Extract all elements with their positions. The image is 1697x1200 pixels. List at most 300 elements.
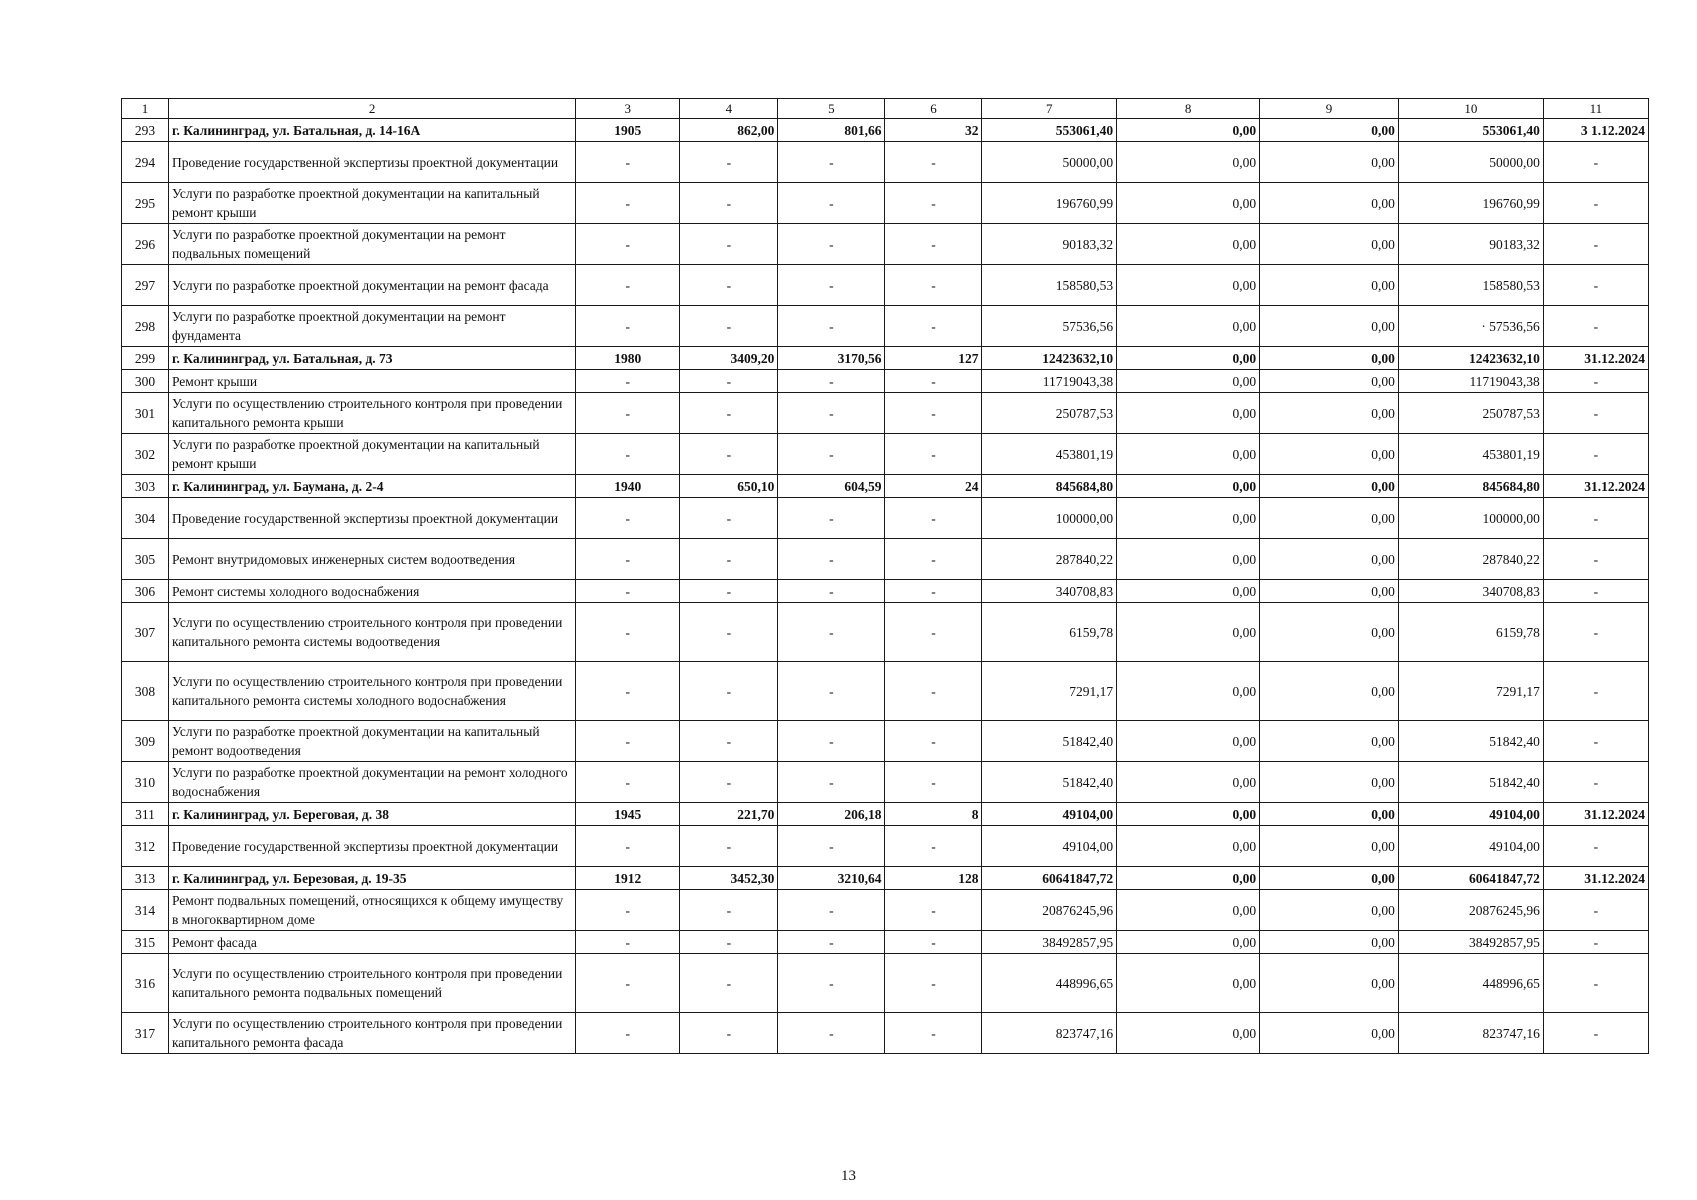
work-item-row: [122, 183, 1649, 224]
col4-cell: -: [680, 265, 778, 306]
col10-cell: 20876245,96: [1398, 890, 1543, 931]
deadline-cell: -: [1543, 142, 1648, 183]
col4-cell: -: [680, 539, 778, 580]
col10-cell: · 57536,56: [1398, 306, 1543, 347]
col4-cell: -: [680, 1013, 778, 1054]
item-name-cell: Услуги по разработке проектной документации на капитальный ремонт крыши: [168, 434, 575, 475]
col5-cell: -: [778, 393, 885, 434]
col5-cell: -: [778, 142, 885, 183]
col4-cell: -: [680, 721, 778, 762]
year-cell: 1912: [576, 867, 680, 890]
col5-cell: -: [778, 183, 885, 224]
item-name-cell: Услуги по осуществлению строительного контроля при проведении капитального ремонта системы водоотведения: [168, 603, 575, 662]
col4-cell: -: [680, 662, 778, 721]
work-item-row: [122, 580, 1649, 603]
col5-cell: -: [778, 539, 885, 580]
col4-cell: -: [680, 580, 778, 603]
col6-cell: 8: [885, 803, 982, 826]
col6-cell: 127: [885, 347, 982, 370]
col10-cell: 553061,40: [1398, 119, 1543, 142]
col6-cell: -: [885, 265, 982, 306]
col5-cell: -: [778, 434, 885, 475]
table-body: [122, 99, 1649, 1054]
year-cell: -: [576, 434, 680, 475]
col9-cell: 0,00: [1260, 393, 1399, 434]
col4-cell: -: [680, 498, 778, 539]
total-cost-cell: 90183,32: [982, 224, 1117, 265]
col4-cell: -: [680, 762, 778, 803]
col5-cell: -: [778, 826, 885, 867]
house-row: [122, 803, 1649, 826]
house-row: [122, 867, 1649, 890]
col6-cell: -: [885, 580, 982, 603]
deadline-cell: 3 1.12.2024: [1543, 119, 1648, 142]
item-name-cell: Услуги по осуществлению строительного контроля при проведении капитального ремонта подвальных помещений: [168, 954, 575, 1013]
total-cost-cell: 845684,80: [982, 475, 1117, 498]
col4-cell: -: [680, 603, 778, 662]
col5-cell: -: [778, 931, 885, 954]
total-cost-cell: 287840,22: [982, 539, 1117, 580]
col10-cell: 7291,17: [1398, 662, 1543, 721]
col8-cell: 0,00: [1117, 306, 1260, 347]
repair-register-table: [121, 98, 1649, 1054]
row-number-cell: 306: [122, 580, 169, 603]
column-number-9: 9: [1260, 99, 1399, 119]
row-number-cell: 304: [122, 498, 169, 539]
total-cost-cell: 60641847,72: [982, 867, 1117, 890]
row-number-cell: 303: [122, 475, 169, 498]
col10-cell: 49104,00: [1398, 803, 1543, 826]
page-number: 13: [841, 1168, 856, 1184]
col10-cell: 100000,00: [1398, 498, 1543, 539]
row-number-cell: 309: [122, 721, 169, 762]
work-item-row: [122, 224, 1649, 265]
col4-cell: 862,00: [680, 119, 778, 142]
col8-cell: 0,00: [1117, 603, 1260, 662]
col9-cell: 0,00: [1260, 306, 1399, 347]
work-item-row: [122, 393, 1649, 434]
year-cell: -: [576, 931, 680, 954]
col5-cell: -: [778, 498, 885, 539]
col9-cell: 0,00: [1260, 954, 1399, 1013]
year-cell: -: [576, 662, 680, 721]
col6-cell: -: [885, 539, 982, 580]
year-cell: -: [576, 498, 680, 539]
col4-cell: 3452,30: [680, 867, 778, 890]
year-cell: -: [576, 826, 680, 867]
deadline-cell: -: [1543, 393, 1648, 434]
item-name-cell: Услуги по разработке проектной документации на ремонт холодного водоснабжения: [168, 762, 575, 803]
deadline-cell: -: [1543, 890, 1648, 931]
col9-cell: 0,00: [1260, 370, 1399, 393]
col6-cell: -: [885, 931, 982, 954]
col4-cell: -: [680, 931, 778, 954]
total-cost-cell: 38492857,95: [982, 931, 1117, 954]
row-number-cell: 305: [122, 539, 169, 580]
year-cell: -: [576, 539, 680, 580]
col5-cell: -: [778, 890, 885, 931]
row-number-cell: 314: [122, 890, 169, 931]
work-item-row: [122, 306, 1649, 347]
col8-cell: 0,00: [1117, 867, 1260, 890]
col10-cell: 51842,40: [1398, 721, 1543, 762]
column-number-10: 10: [1398, 99, 1543, 119]
row-number-cell: 293: [122, 119, 169, 142]
col9-cell: 0,00: [1260, 265, 1399, 306]
col5-cell: 206,18: [778, 803, 885, 826]
year-cell: -: [576, 393, 680, 434]
house-row: [122, 119, 1649, 142]
total-cost-cell: 448996,65: [982, 954, 1117, 1013]
col6-cell: 128: [885, 867, 982, 890]
col9-cell: 0,00: [1260, 603, 1399, 662]
col9-cell: 0,00: [1260, 475, 1399, 498]
work-item-row: [122, 370, 1649, 393]
item-name-cell: Услуги по разработке проектной документации на ремонт фасада: [168, 265, 575, 306]
deadline-cell: -: [1543, 826, 1648, 867]
total-cost-cell: 50000,00: [982, 142, 1117, 183]
col8-cell: 0,00: [1117, 931, 1260, 954]
col9-cell: 0,00: [1260, 434, 1399, 475]
year-cell: -: [576, 954, 680, 1013]
col8-cell: 0,00: [1117, 826, 1260, 867]
row-number-cell: 294: [122, 142, 169, 183]
col9-cell: 0,00: [1260, 867, 1399, 890]
column-number-6: 6: [885, 99, 982, 119]
row-number-cell: 313: [122, 867, 169, 890]
col8-cell: 0,00: [1117, 890, 1260, 931]
total-cost-cell: 7291,17: [982, 662, 1117, 721]
item-name-cell: Услуги по разработке проектной документации на капитальный ремонт водоотведения: [168, 721, 575, 762]
col9-cell: 0,00: [1260, 498, 1399, 539]
total-cost-cell: 196760,99: [982, 183, 1117, 224]
col5-cell: 604,59: [778, 475, 885, 498]
row-number-cell: 317: [122, 1013, 169, 1054]
col9-cell: 0,00: [1260, 826, 1399, 867]
col4-cell: -: [680, 826, 778, 867]
row-number-cell: 302: [122, 434, 169, 475]
col8-cell: 0,00: [1117, 183, 1260, 224]
deadline-cell: -: [1543, 370, 1648, 393]
item-name-cell: г. Калининград, ул. Березовая, д. 19-35: [168, 867, 575, 890]
deadline-cell: -: [1543, 498, 1648, 539]
row-number-cell: 298: [122, 306, 169, 347]
deadline-cell: 31.12.2024: [1543, 347, 1648, 370]
col8-cell: 0,00: [1117, 393, 1260, 434]
deadline-cell: 31.12.2024: [1543, 867, 1648, 890]
col10-cell: 340708,83: [1398, 580, 1543, 603]
total-cost-cell: 57536,56: [982, 306, 1117, 347]
deadline-cell: -: [1543, 434, 1648, 475]
total-cost-cell: 49104,00: [982, 826, 1117, 867]
column-number-7: 7: [982, 99, 1117, 119]
col5-cell: 3170,56: [778, 347, 885, 370]
deadline-cell: 31.12.2024: [1543, 803, 1648, 826]
col9-cell: 0,00: [1260, 662, 1399, 721]
row-number-cell: 310: [122, 762, 169, 803]
work-item-row: [122, 954, 1649, 1013]
col10-cell: 11719043,38: [1398, 370, 1543, 393]
work-item-row: [122, 434, 1649, 475]
row-number-cell: 295: [122, 183, 169, 224]
total-cost-cell: 20876245,96: [982, 890, 1117, 931]
row-number-cell: 315: [122, 931, 169, 954]
col10-cell: 250787,53: [1398, 393, 1543, 434]
year-cell: -: [576, 1013, 680, 1054]
year-cell: -: [576, 142, 680, 183]
year-cell: 1945: [576, 803, 680, 826]
col8-cell: 0,00: [1117, 434, 1260, 475]
work-item-row: [122, 890, 1649, 931]
col8-cell: 0,00: [1117, 142, 1260, 183]
col6-cell: -: [885, 306, 982, 347]
col9-cell: 0,00: [1260, 721, 1399, 762]
deadline-cell: -: [1543, 183, 1648, 224]
year-cell: 1905: [576, 119, 680, 142]
col6-cell: -: [885, 826, 982, 867]
work-item-row: [122, 762, 1649, 803]
work-item-row: [122, 1013, 1649, 1054]
register-sheet: [121, 98, 1649, 1054]
col6-cell: -: [885, 393, 982, 434]
col10-cell: 60641847,72: [1398, 867, 1543, 890]
col9-cell: 0,00: [1260, 580, 1399, 603]
col5-cell: -: [778, 580, 885, 603]
total-cost-cell: 100000,00: [982, 498, 1117, 539]
col5-cell: -: [778, 662, 885, 721]
row-number-cell: 296: [122, 224, 169, 265]
column-number-1: 1: [122, 99, 169, 119]
col8-cell: 0,00: [1117, 762, 1260, 803]
col10-cell: 845684,80: [1398, 475, 1543, 498]
work-item-row: [122, 142, 1649, 183]
col5-cell: 3210,64: [778, 867, 885, 890]
item-name-cell: Ремонт системы холодного водоснабжения: [168, 580, 575, 603]
col5-cell: -: [778, 370, 885, 393]
row-number-cell: 316: [122, 954, 169, 1013]
item-name-cell: Услуги по разработке проектной документации на капитальный ремонт крыши: [168, 183, 575, 224]
col10-cell: 823747,16: [1398, 1013, 1543, 1054]
col8-cell: 0,00: [1117, 224, 1260, 265]
total-cost-cell: 51842,40: [982, 762, 1117, 803]
col5-cell: -: [778, 265, 885, 306]
col4-cell: 650,10: [680, 475, 778, 498]
work-item-row: [122, 498, 1649, 539]
col4-cell: -: [680, 224, 778, 265]
col6-cell: -: [885, 603, 982, 662]
col4-cell: -: [680, 954, 778, 1013]
item-name-cell: Ремонт крыши: [168, 370, 575, 393]
deadline-cell: -: [1543, 721, 1648, 762]
item-name-cell: Ремонт фасада: [168, 931, 575, 954]
total-cost-cell: 553061,40: [982, 119, 1117, 142]
total-cost-cell: 51842,40: [982, 721, 1117, 762]
col4-cell: -: [680, 183, 778, 224]
work-item-row: [122, 539, 1649, 580]
deadline-cell: 31.12.2024: [1543, 475, 1648, 498]
col6-cell: -: [885, 142, 982, 183]
col10-cell: 49104,00: [1398, 826, 1543, 867]
col9-cell: 0,00: [1260, 224, 1399, 265]
deadline-cell: -: [1543, 931, 1648, 954]
deadline-cell: -: [1543, 954, 1648, 1013]
col5-cell: -: [778, 603, 885, 662]
work-item-row: [122, 265, 1649, 306]
row-number-cell: 308: [122, 662, 169, 721]
col8-cell: 0,00: [1117, 347, 1260, 370]
year-cell: -: [576, 762, 680, 803]
item-name-cell: г. Калининград, ул. Батальная, д. 14-16А: [168, 119, 575, 142]
column-number-row: [122, 99, 1649, 119]
col5-cell: -: [778, 721, 885, 762]
col8-cell: 0,00: [1117, 370, 1260, 393]
deadline-cell: -: [1543, 762, 1648, 803]
deadline-cell: -: [1543, 580, 1648, 603]
total-cost-cell: 49104,00: [982, 803, 1117, 826]
col6-cell: -: [885, 662, 982, 721]
deadline-cell: -: [1543, 306, 1648, 347]
col6-cell: -: [885, 498, 982, 539]
work-item-row: [122, 931, 1649, 954]
column-number-4: 4: [680, 99, 778, 119]
col4-cell: -: [680, 434, 778, 475]
year-cell: -: [576, 890, 680, 931]
column-number-8: 8: [1117, 99, 1260, 119]
col5-cell: -: [778, 762, 885, 803]
col5-cell: -: [778, 306, 885, 347]
col6-cell: 24: [885, 475, 982, 498]
col9-cell: 0,00: [1260, 762, 1399, 803]
col8-cell: 0,00: [1117, 803, 1260, 826]
year-cell: -: [576, 580, 680, 603]
item-name-cell: Проведение государственной экспертизы проектной документации: [168, 498, 575, 539]
item-name-cell: Проведение государственной экспертизы проектной документации: [168, 142, 575, 183]
total-cost-cell: 11719043,38: [982, 370, 1117, 393]
work-item-row: [122, 662, 1649, 721]
deadline-cell: -: [1543, 224, 1648, 265]
col8-cell: 0,00: [1117, 662, 1260, 721]
deadline-cell: -: [1543, 1013, 1648, 1054]
item-name-cell: Ремонт внутридомовых инженерных систем водоотведения: [168, 539, 575, 580]
item-name-cell: Услуги по разработке проектной документации на ремонт подвальных помещений: [168, 224, 575, 265]
col8-cell: 0,00: [1117, 580, 1260, 603]
col8-cell: 0,00: [1117, 539, 1260, 580]
total-cost-cell: 453801,19: [982, 434, 1117, 475]
item-name-cell: г. Калининград, ул. Береговая, д. 38: [168, 803, 575, 826]
row-number-cell: 297: [122, 265, 169, 306]
year-cell: -: [576, 370, 680, 393]
col4-cell: -: [680, 142, 778, 183]
total-cost-cell: 340708,83: [982, 580, 1117, 603]
col6-cell: -: [885, 183, 982, 224]
col10-cell: 38492857,95: [1398, 931, 1543, 954]
col10-cell: 51842,40: [1398, 762, 1543, 803]
item-name-cell: Услуги по осуществлению строительного контроля при проведении капитального ремонта системы холодного водоснабжения: [168, 662, 575, 721]
col8-cell: 0,00: [1117, 1013, 1260, 1054]
col6-cell: -: [885, 762, 982, 803]
col6-cell: -: [885, 370, 982, 393]
year-cell: 1940: [576, 475, 680, 498]
col9-cell: 0,00: [1260, 347, 1399, 370]
item-name-cell: Ремонт подвальных помещений, относящихся к общему имуществу в многоквартирном доме: [168, 890, 575, 931]
year-cell: -: [576, 721, 680, 762]
year-cell: -: [576, 224, 680, 265]
row-number-cell: 312: [122, 826, 169, 867]
col10-cell: 158580,53: [1398, 265, 1543, 306]
total-cost-cell: 250787,53: [982, 393, 1117, 434]
col5-cell: -: [778, 224, 885, 265]
col9-cell: 0,00: [1260, 119, 1399, 142]
work-item-row: [122, 826, 1649, 867]
column-number-3: 3: [576, 99, 680, 119]
col9-cell: 0,00: [1260, 890, 1399, 931]
col6-cell: -: [885, 1013, 982, 1054]
col10-cell: 50000,00: [1398, 142, 1543, 183]
deadline-cell: -: [1543, 603, 1648, 662]
year-cell: -: [576, 306, 680, 347]
col10-cell: 90183,32: [1398, 224, 1543, 265]
col5-cell: -: [778, 954, 885, 1013]
col5-cell: 801,66: [778, 119, 885, 142]
item-name-cell: Услуги по разработке проектной документации на ремонт фундамента: [168, 306, 575, 347]
col4-cell: 221,70: [680, 803, 778, 826]
col9-cell: 0,00: [1260, 931, 1399, 954]
row-number-cell: 300: [122, 370, 169, 393]
row-number-cell: 301: [122, 393, 169, 434]
col9-cell: 0,00: [1260, 142, 1399, 183]
col4-cell: -: [680, 393, 778, 434]
col8-cell: 0,00: [1117, 498, 1260, 539]
col9-cell: 0,00: [1260, 803, 1399, 826]
col8-cell: 0,00: [1117, 954, 1260, 1013]
col8-cell: 0,00: [1117, 265, 1260, 306]
total-cost-cell: 823747,16: [982, 1013, 1117, 1054]
column-number-2: 2: [168, 99, 575, 119]
house-row: [122, 347, 1649, 370]
year-cell: -: [576, 603, 680, 662]
col9-cell: 0,00: [1260, 539, 1399, 580]
house-row: [122, 475, 1649, 498]
year-cell: 1980: [576, 347, 680, 370]
col10-cell: 196760,99: [1398, 183, 1543, 224]
item-name-cell: Проведение государственной экспертизы проектной документации: [168, 826, 575, 867]
total-cost-cell: 6159,78: [982, 603, 1117, 662]
row-number-cell: 299: [122, 347, 169, 370]
column-number-5: 5: [778, 99, 885, 119]
col6-cell: -: [885, 954, 982, 1013]
row-number-cell: 307: [122, 603, 169, 662]
total-cost-cell: 158580,53: [982, 265, 1117, 306]
item-name-cell: Услуги по осуществлению строительного контроля при проведении капитального ремонта фасада: [168, 1013, 575, 1054]
col10-cell: 12423632,10: [1398, 347, 1543, 370]
work-item-row: [122, 603, 1649, 662]
column-number-11: 11: [1543, 99, 1648, 119]
work-item-row: [122, 721, 1649, 762]
deadline-cell: -: [1543, 539, 1648, 580]
deadline-cell: -: [1543, 662, 1648, 721]
col6-cell: -: [885, 721, 982, 762]
col8-cell: 0,00: [1117, 475, 1260, 498]
col4-cell: -: [680, 370, 778, 393]
col9-cell: 0,00: [1260, 1013, 1399, 1054]
item-name-cell: Услуги по осуществлению строительного контроля при проведении капитального ремонта крыши: [168, 393, 575, 434]
col10-cell: 453801,19: [1398, 434, 1543, 475]
col8-cell: 0,00: [1117, 119, 1260, 142]
item-name-cell: г. Калининград, ул. Батальная, д. 73: [168, 347, 575, 370]
col6-cell: 32: [885, 119, 982, 142]
year-cell: -: [576, 265, 680, 306]
col9-cell: 0,00: [1260, 183, 1399, 224]
